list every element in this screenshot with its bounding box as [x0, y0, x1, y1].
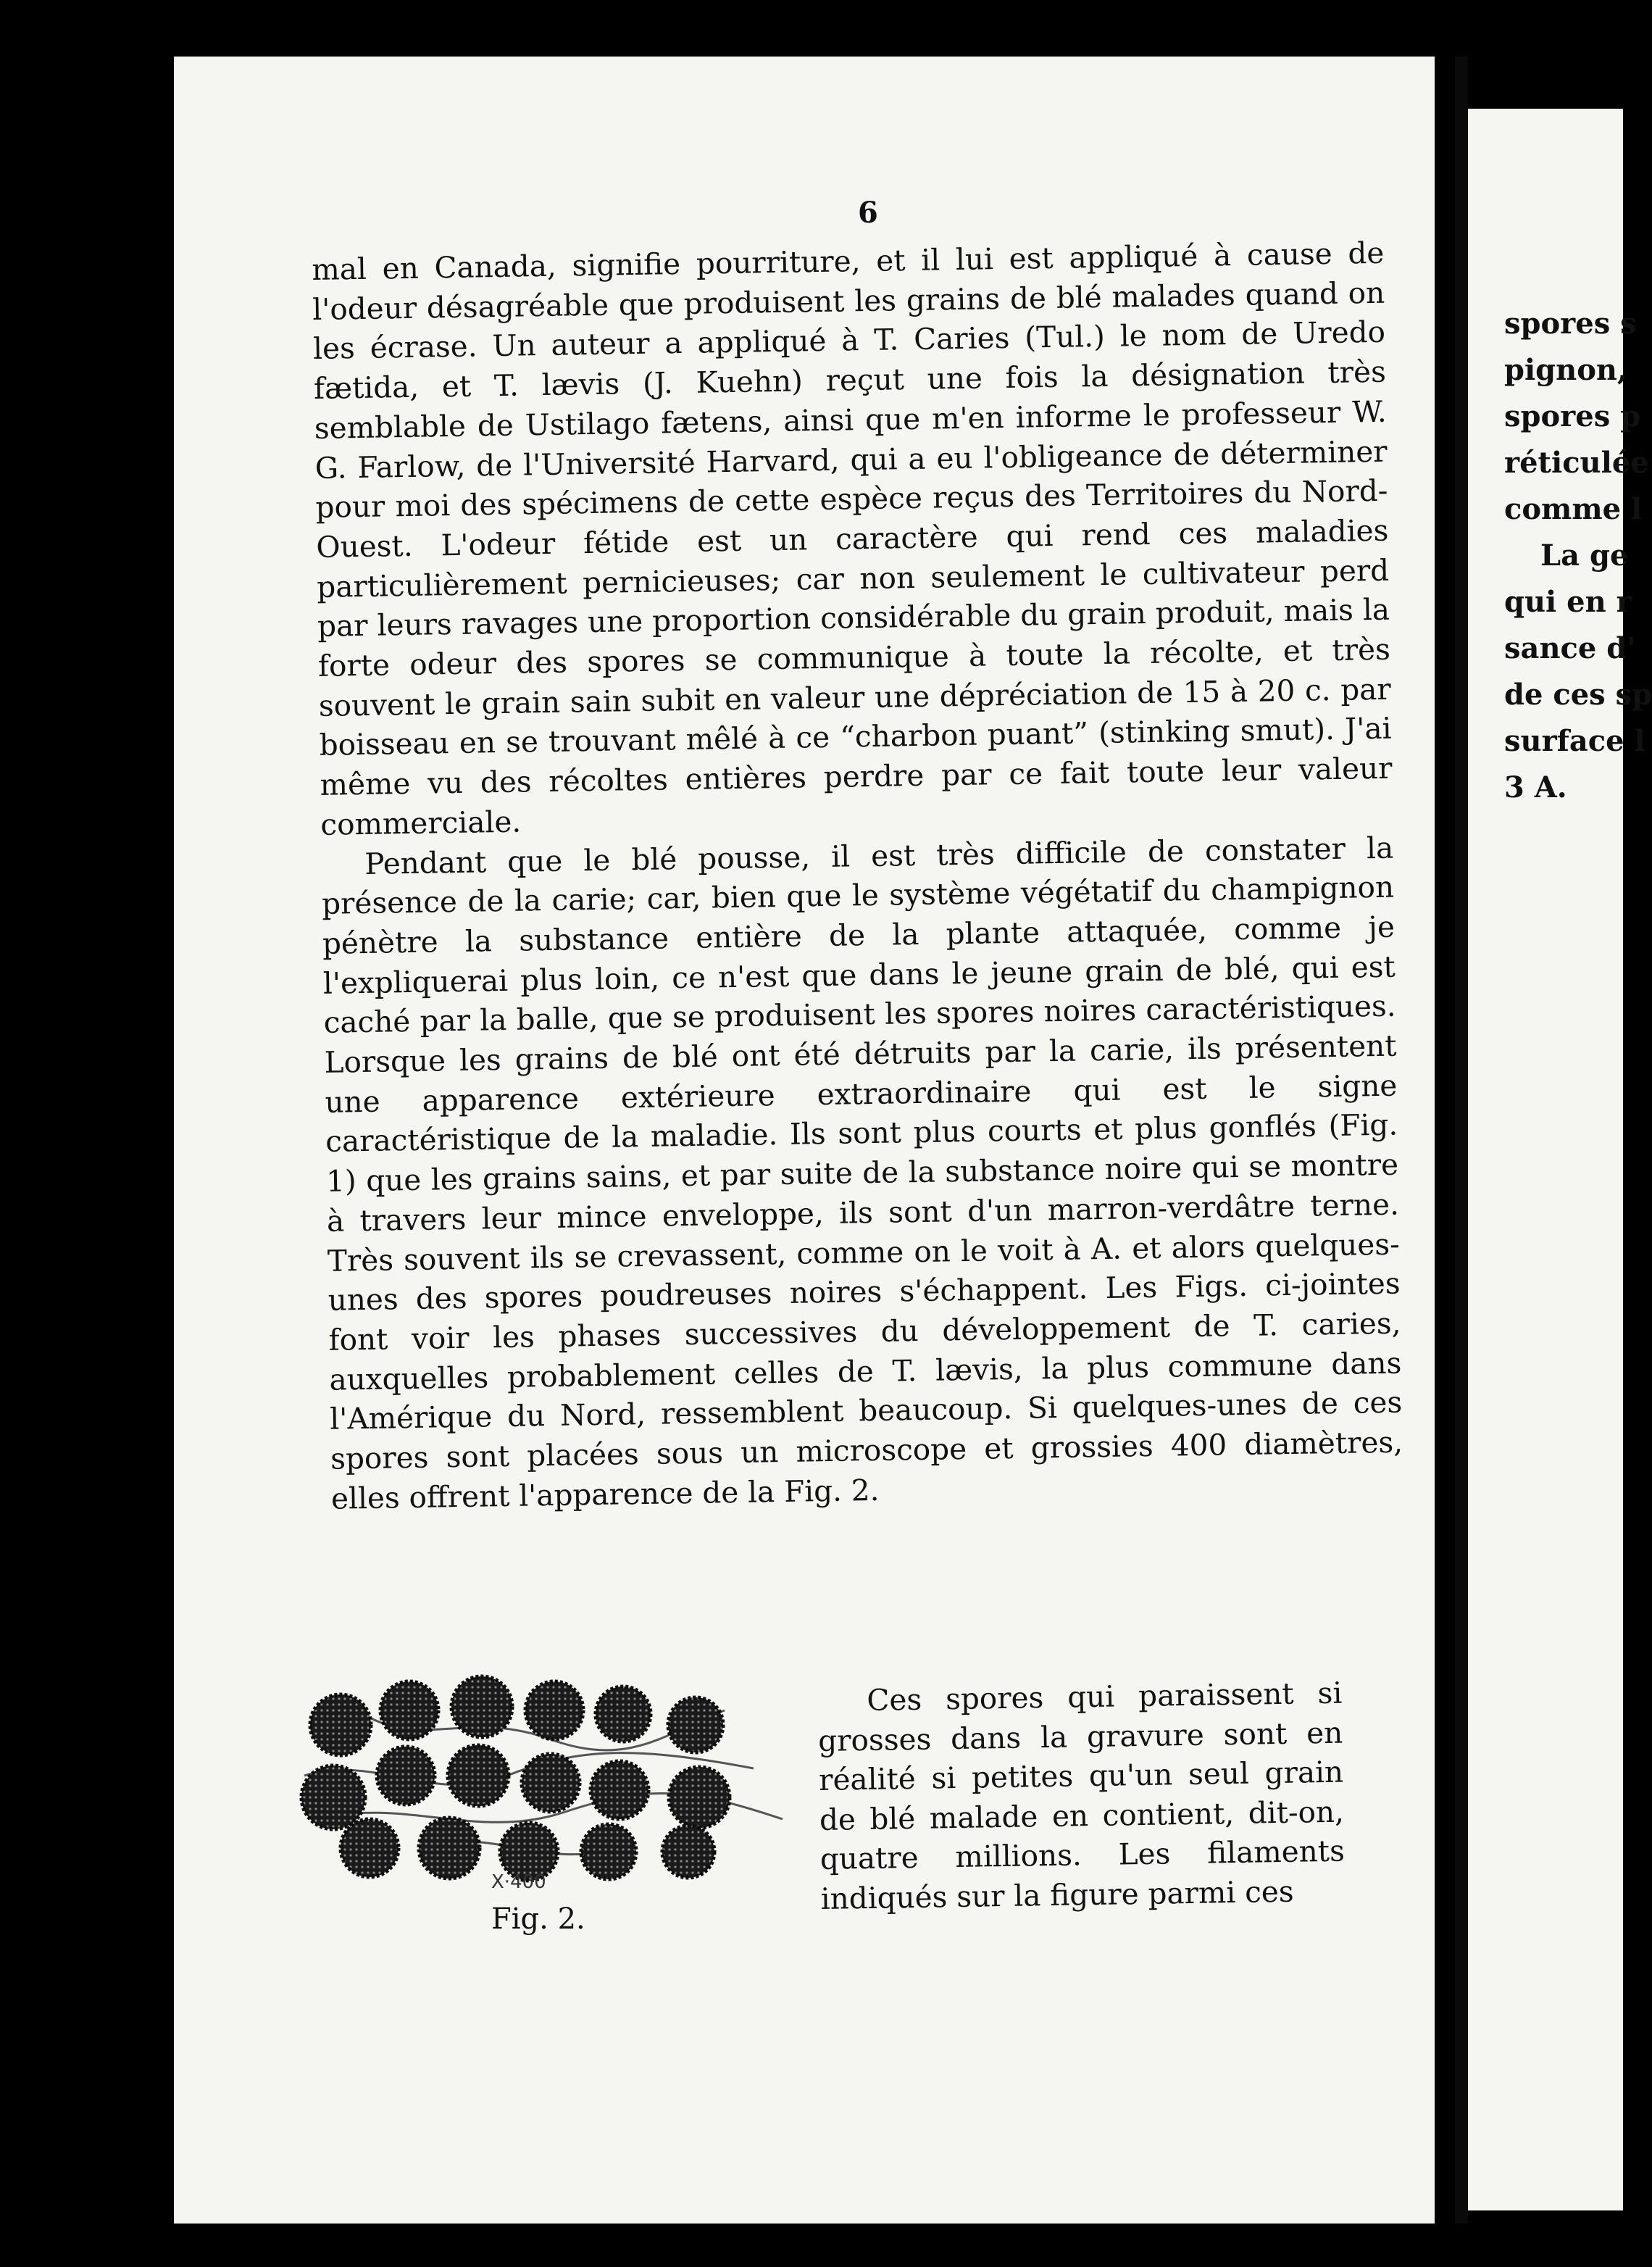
next-page-line: de ces sp [1504, 678, 1652, 712]
next-page-line: spores p [1504, 399, 1641, 433]
next-page-line: La ge [1540, 538, 1629, 573]
paragraph-1: mal en Canada, signifie pourriture, et il lui est appliqué à cause de l'odeur désagréable que produisent les grains de blé malades quand on les écrase. Un auteur a appliqué à T. Caries (Tul.) le nom de Uredo fætida, et T. lævis (J. Kuehn) reçut une fois la désignation très semblable de Ustilago fætens, ainsi que m'en informe le professeur W. G. Farlow, de l'Université Harvard, qui a eu l'obligeance de déterminer pour moi des spécimens de cette espèce reçus des Territoires du Nord-Ouest. L'odeur fétide est un caractère qui rend ces maladies particulièrement pernicieuses; car non seulement le cultivateur perd par leurs ravages une proportion considérable du grain produit, mais la forte odeur des spores se communique à toute la récolte, et très souvent le grain sain subit en valeur une dépréciation de 15 à 20 c. par boisseau en se trouvant mêlé à ce “charbon puant” (stinking smut). J'ai même vu des récoltes entières perdre par ce fait toute leur valeur commerciale. [312, 235, 1393, 842]
next-page-fragment [1468, 109, 1652, 2210]
spore [596, 1686, 651, 1742]
next-page-line: réticulée [1504, 446, 1649, 480]
spore-illustration [290, 1667, 797, 1884]
next-page-line: spores s [1504, 307, 1637, 341]
spore [522, 1754, 580, 1812]
spore [301, 1765, 365, 1829]
page-number: 6 [858, 196, 878, 230]
body-text [312, 233, 1403, 1519]
spore [380, 1681, 438, 1739]
figure-caption: Fig. 2. [491, 1902, 585, 1936]
figure-2 [290, 1667, 797, 1957]
next-page-line: pignon, [1504, 353, 1627, 387]
page-edge [1455, 57, 1468, 2224]
paragraph-2: Pendant que le blé pousse, il est très difficile de constater la présence de la carie; car, bien que le système végétatif du champignon pénètre la substance entière de la plante attaquée, comme je l'expliquerai plus loin, ce n'est que dans le jeune grain de blé, qui est caché par la balle, que se produisent les spores noires caractéristiques. Lorsque les grains de blé ont été détruits par la carie, ils présentent une apparence extérieure extraordinaire qui est le signe caractéristique de la maladie. Ils sont plus courts et plus gonflés (Fig. 1) que les grains sains, et par suite de la substance noire qui se montre à travers leur mince enveloppe, ils sont d'un marron-verdâtre terne. Très souvent ils se crevassent, comme on le voit à A. et alors quelques-unes des spores poudreuses noires s'échappent. Les Figs. ci-jointes font voir les phases successives du développement de T. caries, auxquelles probablement celles de T. lævis, la plus commune dans l'Amérique du Nord, ressemblent beaucoup. Si quelques-unes de ces spores sont placées sous un microscope et grossies 400 diamètres, elles offrent l'apparence de la Fig. 2. [321, 830, 1403, 1516]
spore [525, 1681, 583, 1739]
spore [581, 1824, 636, 1879]
next-page-line: qui en r [1504, 585, 1632, 619]
spore [662, 1826, 714, 1878]
next-page-lines [1504, 301, 1652, 811]
next-page-line: comme l [1504, 492, 1643, 526]
spore [419, 1818, 480, 1879]
next-page-line: surface l [1504, 724, 1645, 758]
spore [591, 1761, 648, 1819]
side-paragraph: Ces spores qui paraissent si grosses dans la gravure sont en réalité si petites qu'un seul grain de blé malade en contient, dit-on, quatre millions. Les filaments indiqués sur la figure parmi ces [817, 1675, 1346, 1916]
spore [448, 1745, 509, 1806]
next-page-line: sance d' [1504, 631, 1636, 665]
next-page-line: 3 A. [1504, 770, 1567, 804]
spore [341, 1819, 399, 1877]
side-text [817, 1673, 1346, 1918]
spore [377, 1747, 435, 1805]
spore [669, 1767, 730, 1828]
spore [310, 1694, 371, 1755]
spore [668, 1697, 723, 1752]
spore [451, 1676, 512, 1737]
figure-scale-label: X·400 [491, 1871, 546, 1893]
